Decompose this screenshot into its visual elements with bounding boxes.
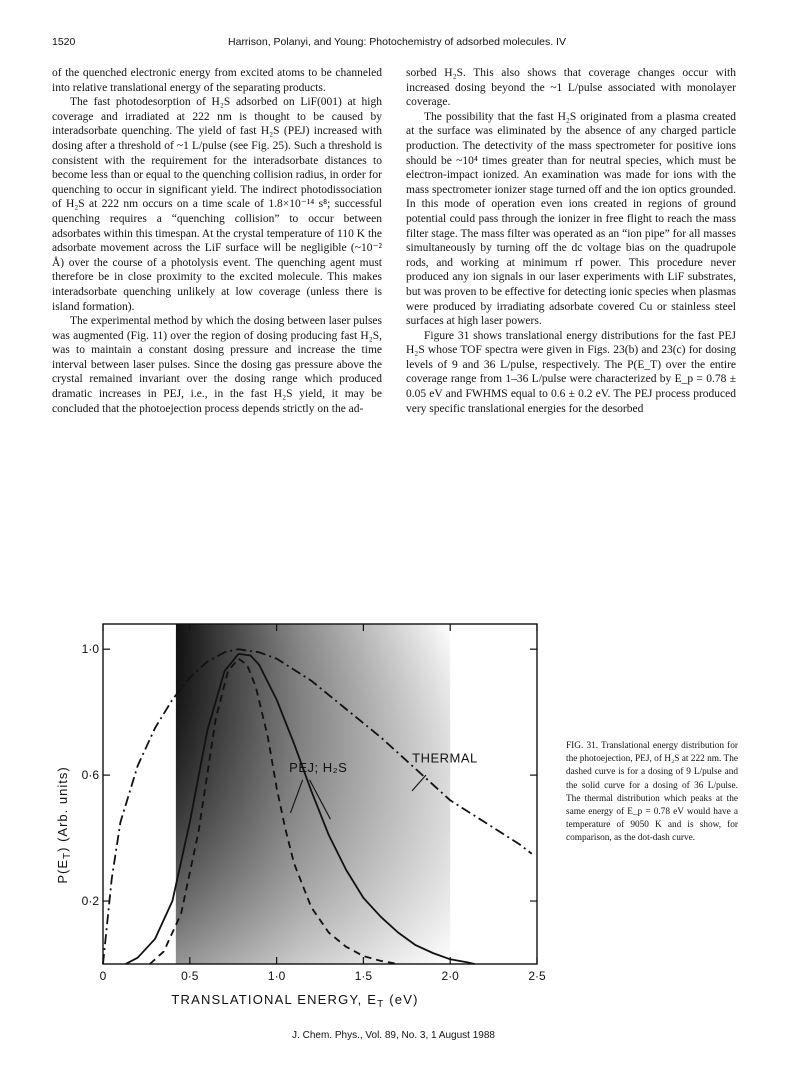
y-tick-label: 0·2 [81,894,99,909]
x-tick-label: 1·5 [354,969,373,983]
figure-caption: FIG. 31. Translational energy distribution for the photoejection, PEJ, of H₂S at 222 nm. The dashed curve is for a dosing of 9 L/pulse and the solid curve for a dosing of 36 L/pulse. The thermal distribution which peaks at the same energy of E_p = 0.78 eV would have a temperature of 9050 K and is show, for comparison, as the dot-dash curve. [566,741,738,844]
paragraph: The possibility that the fast H₂S originated from a plasma created at the surface was eliminated by the absence of any charged particle production. The detectivity of the mass spectrometer for positive ions should be ~10⁴ times greater than for neutral species, which must be electron-impact ionized. An examination was made for ions with the mass spectrometer ionizer stage turned off and the ion optics grounded. In this mode of operation even ions created in regions of ground potential could pass through the ionizer in free flight to reach the mass filter stage. The mass filter was operated as an “ion pipe” for all masses simultaneously by turning off the dc voltage bias on the quadrupole rods, and working at minimum rf power. This procedure never produced any ion signals in our laser experiments with LiF substrates, but was proven to be effective for detecting ionic species when plasmas were produced by irradiating adsorbate covered Cu or stainless steel surfaces at high laser powers. [406,110,736,328]
right-column [406,66,736,416]
annotation-label: PEJ; H₂S [289,759,348,775]
page-header [52,36,742,52]
paragraph: Figure 31 shows translational energy distributions for the fast PEJ H₂S whose TOF spectra were given in Figs. 23(b) and 23(c) for dosing levels of 9 and 36 L/pulse, respectively. The P(E_T) over the entire coverage range from 1–36 L/pulse were characterized by E_p = 0.78 ± 0.05 eV and FWHMS equal to 0.6 ± 0.2 eV. The PEJ process produced very specific translational energies for the desorbed [406,329,736,415]
annotation-label: THERMAL [412,750,478,766]
paragraph: of the quenched electronic energy from excited atoms to be channeled into relative translational energy of the separating products. [52,67,382,94]
x-tick-label: 2·5 [528,969,546,983]
paragraph: The fast photodesorption of H₂S adsorbed on LiF(001) at high coverage and irradiated at 222 nm is thought to be caused by interadsorbate quenching. The yield of fast H₂S (PEJ) increased with dosing after a threshold of ~1 L/pulse (see Fig. 25). Such a threshold is consistent with the requirement for the interadsorbate distances to become less than or equal to the quenching collision radius, in order for quenching to occur in significant yield. The indirect photodissociation of H₂S at 222 nm occurs on a time scale of 1.8×10⁻¹⁴ s⁸; successful quenching requires a “quenching collision” to occur between adsorbates within this timespan. At the crystal temperature of 110 K the adsorbate movement across the LiF surface will be negligible (~10⁻² Å) over the course of a photolysis event. The quenching agent must therefore be in close proximity to the excited molecule. This makes interadsorbate quenching unlikely at low coverage (unless there is island formation). [52,96,382,313]
paragraph: sorbed H₂S. This also shows that coverage changes occur with increased dosing beyond the ~1 L/pulse associated with monolayer coverage. [406,67,736,109]
y-axis-label: $P(E_T)$ (Arb. units) [55,766,73,884]
translational-energy-chart [50,600,570,1020]
x-tick-label: 2·0 [441,969,459,983]
x-tick-label: 1·0 [267,969,286,983]
x-tick-label: 0 [99,969,107,983]
journal-citation: J. Chem. Phys., Vol. 89, No. 3, 1 August 1988 [292,1030,495,1041]
figure-31 [50,600,570,1020]
page-number: 1520 [52,36,76,48]
y-tick-label: 0·6 [81,768,99,783]
x-tick-label: 0·5 [181,969,199,983]
running-head: Harrison, Polanyi, and Young: Photochemistry of adsorbed molecules. IV [228,36,566,48]
paragraph: The experimental method by which the dosing between laser pulses was augmented (Fig. 11) over the region of dosing producing fast H₂S, was to maintain a constant dosing pressure and increase the time interval between laser pulses. Since the dosing gas pressure above the crystal remained invariant over the dosing range which produced dramatic increases in PEJ, i.e., in the fast H₂S yield, it may be concluded that the photoejection process depends strictly on the ad- [52,315,382,415]
left-column [52,66,382,416]
y-tick-label: 1·0 [81,642,99,657]
x-axis-label: TRANSLATIONAL ENERGY, $E_T$ (eV) [171,992,419,1010]
